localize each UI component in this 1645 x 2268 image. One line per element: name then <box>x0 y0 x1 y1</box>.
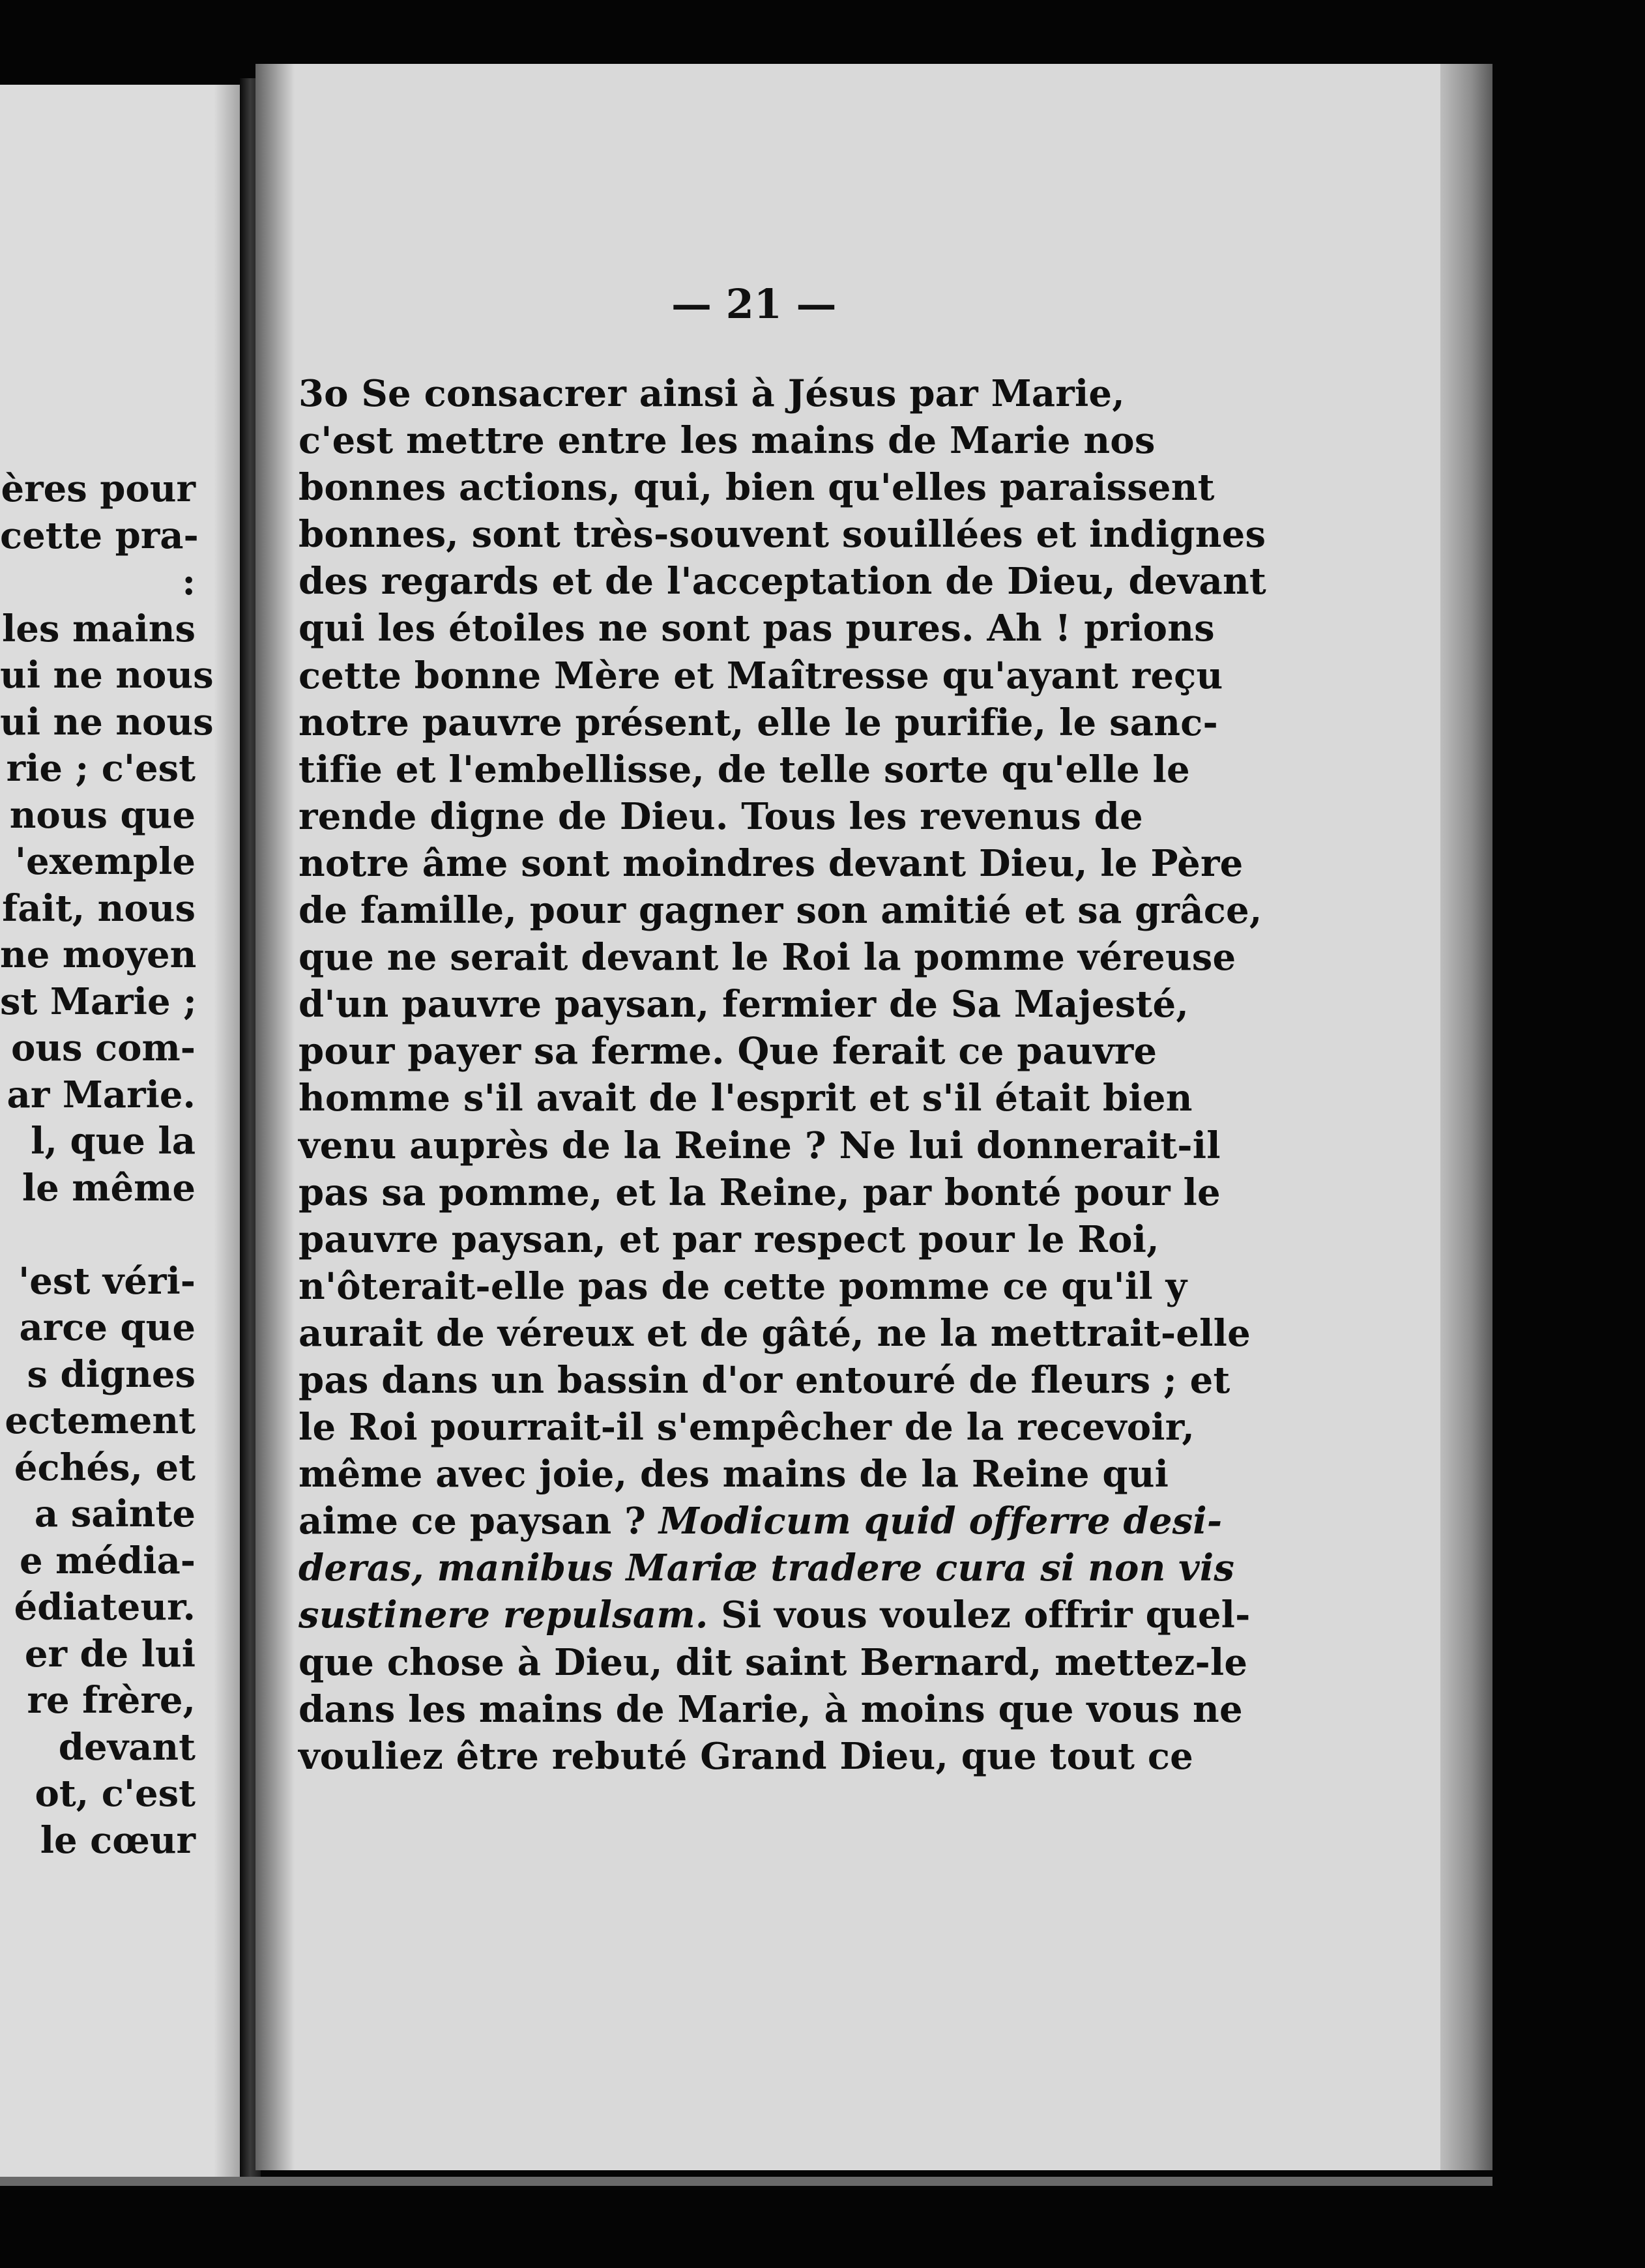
text-segment: 3o Se consacrer ainsi à Jésus par Marie, <box>298 372 1125 415</box>
left-line: les mains <box>2 607 196 650</box>
text-segment: Si vous voulez offrir quel- <box>708 1593 1251 1637</box>
body-line <box>298 1028 1237 1075</box>
text-segment: n'ôterait-elle pas de cette pomme ce qu'il y <box>298 1264 1187 1308</box>
body-line <box>298 558 1266 605</box>
left-page-text <box>0 466 214 1864</box>
left-page-fold-shadow <box>214 85 240 2177</box>
left-line: ous com- <box>10 1026 196 1069</box>
body-line <box>298 1075 1237 1122</box>
body-line <box>298 1639 1248 1686</box>
text-segment: même avec joie, des mains de la Reine qui <box>298 1453 1169 1496</box>
text-segment: notre âme sont moindres devant Dieu, le Père <box>298 841 1244 885</box>
text-segment: que chose à Dieu, dit saint Bernard, mettez-le <box>298 1640 1248 1684</box>
left-line: le même <box>22 1166 196 1210</box>
left-line: fait, nous <box>2 886 196 930</box>
latin-quote: Modicum quid offerre desi- <box>658 1500 1223 1543</box>
text-segment: bonnes, sont très-souvent souillées et indignes <box>298 513 1266 557</box>
body-line <box>298 1404 1237 1451</box>
left-line: e média- <box>20 1539 196 1582</box>
left-line: ar Marie. <box>7 1073 196 1116</box>
text-segment: homme s'il avait de l'esprit et s'il était bien <box>298 1077 1193 1120</box>
left-line: ui ne nous <box>0 654 214 697</box>
left-line: devant <box>58 1725 196 1769</box>
left-line: s dignes <box>27 1352 196 1396</box>
body-line <box>298 887 1262 934</box>
body-line <box>298 652 1237 699</box>
left-line: échés, et <box>14 1446 196 1489</box>
text-segment: que ne serait devant le Roi la pomme véreuse <box>298 936 1236 980</box>
text-segment: c'est mettre entre les mains de Marie nos <box>298 419 1156 463</box>
left-line: nous que <box>9 793 196 837</box>
body-line <box>298 1592 1251 1638</box>
text-segment: de famille, pour gagner son amitié et sa grâce, <box>298 889 1262 933</box>
left-line: l, que la <box>31 1120 196 1163</box>
text-segment: aime ce paysan ? <box>298 1500 659 1543</box>
text-segment: pauvre paysan, et par respect pour le Roi, <box>298 1217 1159 1261</box>
body-line <box>298 1686 1243 1733</box>
body-line <box>298 1122 1237 1169</box>
body-line <box>298 746 1237 793</box>
body-line <box>298 464 1237 511</box>
text-segment: bonnes actions, qui, bien qu'elles paraissent <box>298 466 1215 510</box>
body-line <box>298 1498 1237 1545</box>
body-line <box>298 1357 1237 1404</box>
body-line <box>298 605 1237 652</box>
left-line: ères pour <box>1 467 196 510</box>
text-segment: venu auprès de la Reine ? Ne lui donnerait-il <box>298 1124 1221 1167</box>
body-text <box>298 370 1266 1780</box>
book-bottom-edge <box>0 2177 1492 2186</box>
left-line: rie ; c'est <box>6 747 196 790</box>
body-line <box>298 1169 1237 1216</box>
body-line <box>298 370 1237 417</box>
text-segment: d'un pauvre paysan, fermier de Sa Majesté, <box>298 983 1189 1026</box>
page-number: — 21 — <box>671 280 837 328</box>
body-line <box>298 511 1266 558</box>
left-line: ot, c'est <box>35 1772 196 1815</box>
text-segment: dans les mains de Marie, à moins que vous ne <box>298 1687 1243 1731</box>
left-line: a sainte <box>34 1492 196 1535</box>
latin-quote: deras, manibus Mariæ tradere cura si non vis <box>298 1547 1235 1590</box>
text-segment: notre pauvre présent, elle le purifie, le sanc- <box>298 701 1218 744</box>
right-page-fold-shadow <box>255 64 295 2170</box>
text-segment: pas dans un bassin d'or entouré de fleurs ; et <box>298 1358 1230 1402</box>
body-line <box>298 793 1237 840</box>
page-edge <box>1440 64 1492 2170</box>
left-line: ui ne nous <box>0 700 214 744</box>
left-line: ectement <box>5 1399 196 1442</box>
text-segment: pas sa pomme, et la Reine, par bonté pour le <box>298 1170 1221 1214</box>
left-line: 'est véri- <box>18 1259 196 1303</box>
body-line <box>298 417 1237 464</box>
left-line: er de lui <box>24 1632 196 1676</box>
body-line <box>298 699 1237 746</box>
left-line: arce que <box>19 1306 196 1349</box>
body-line <box>298 1310 1251 1357</box>
left-line: édiateur. <box>14 1586 196 1629</box>
text-segment: qui les étoiles ne sont pas pures. Ah ! prions <box>298 607 1215 650</box>
left-page <box>0 85 240 2177</box>
left-line <box>0 1212 196 1258</box>
left-line: : <box>182 560 196 603</box>
text-segment: des regards et de l'acceptation de Dieu, devant <box>298 560 1266 603</box>
body-line <box>298 1733 1237 1780</box>
text-segment: rende digne de Dieu. Tous les revenus de <box>298 794 1143 838</box>
latin-quote: sustinere repulsam. <box>298 1593 708 1637</box>
left-line: re frère, <box>27 1679 196 1722</box>
text-segment: tifie et l'embellisse, de telle sorte qu'elle le <box>298 748 1190 791</box>
text-segment: vouliez être rebuté Grand Dieu, que tout ce <box>298 1734 1193 1778</box>
text-segment: cette bonne Mère et Maîtresse qu'ayant reçu <box>298 654 1223 697</box>
left-line: st Marie ; <box>0 980 197 1023</box>
body-line <box>298 840 1244 887</box>
text-segment: aurait de véreux et de gâté, ne la mettrait-elle <box>298 1311 1251 1355</box>
left-line: 'exemple <box>14 840 196 883</box>
body-line <box>298 1545 1237 1592</box>
body-line <box>298 1263 1237 1310</box>
text-segment: le Roi pourrait-il s'empêcher de la recevoir, <box>298 1406 1195 1449</box>
left-line: le cœur <box>40 1818 196 1862</box>
left-line: cette pra- <box>0 514 199 557</box>
text-segment: pour payer sa ferme. Que ferait ce pauvre <box>298 1030 1157 1073</box>
body-line <box>298 981 1237 1028</box>
body-line <box>298 934 1237 981</box>
left-line: ne moyen <box>0 933 197 976</box>
body-line <box>298 1451 1237 1498</box>
body-line <box>298 1216 1237 1263</box>
